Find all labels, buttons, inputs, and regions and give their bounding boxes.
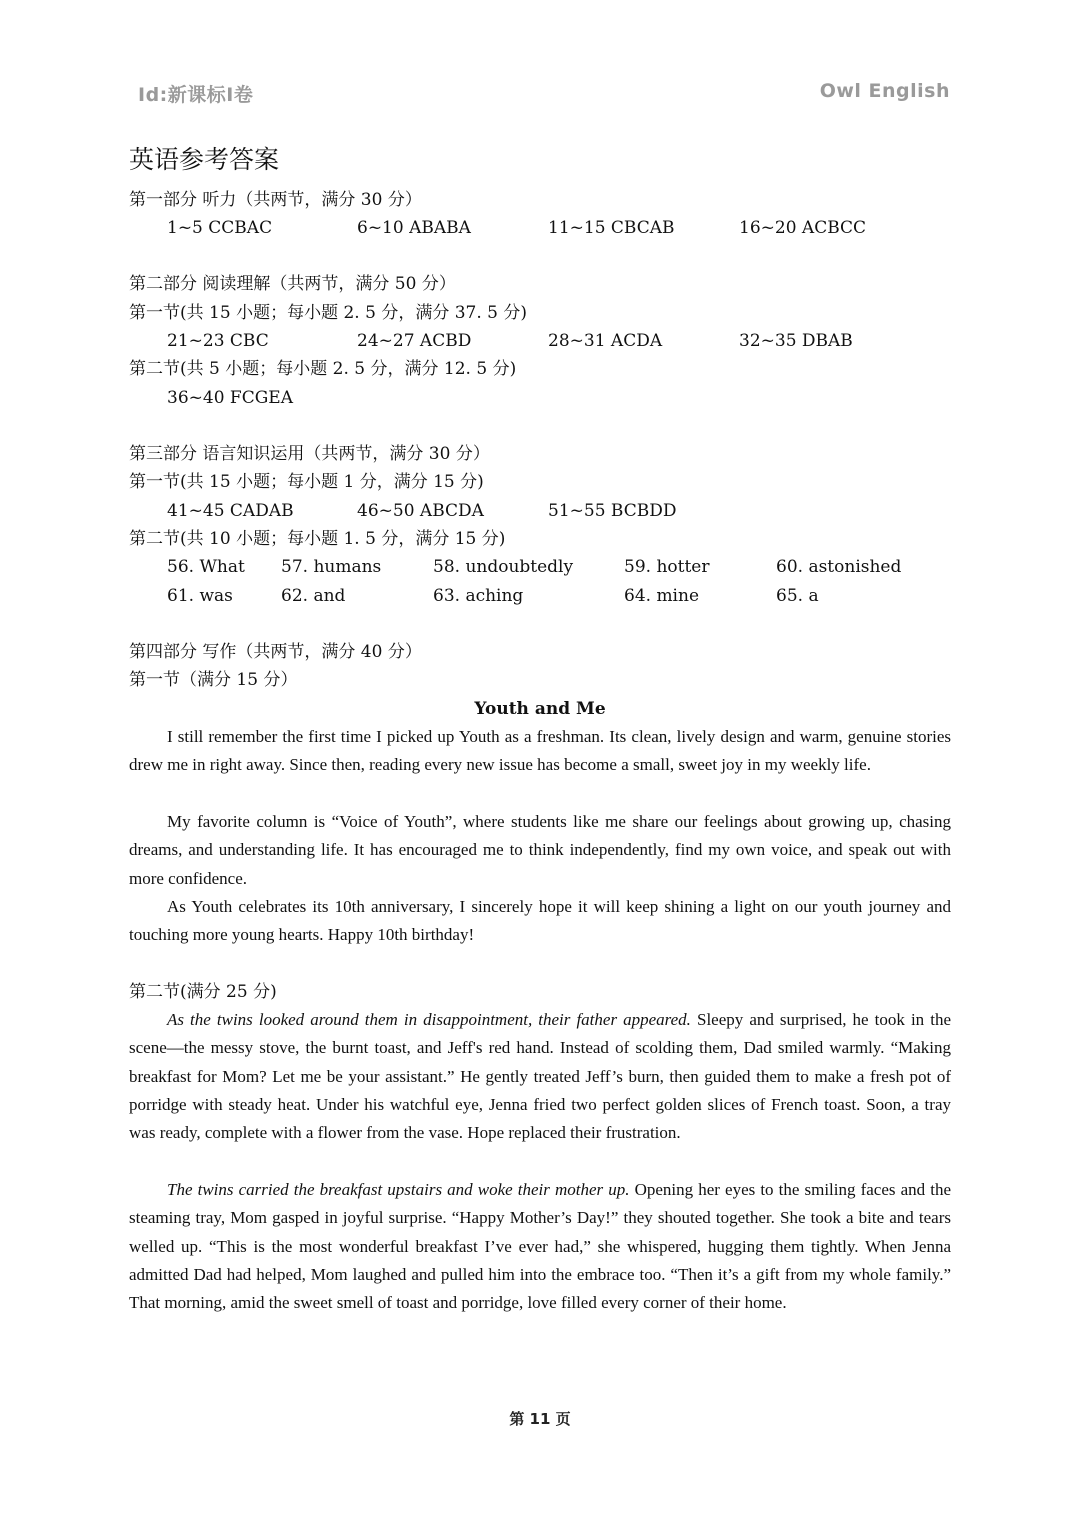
answer-group: 1~5 CCBAC <box>167 218 273 238</box>
page-number: 第 11 页 <box>509 1410 571 1428</box>
part4-section2-heading: 第二节(满分 25 分) <box>129 982 277 1002</box>
answer-item: 61. was <box>167 586 233 606</box>
header-left-label: Id:新课标I卷 <box>138 84 254 106</box>
essay-paragraph: I still remember the first time I picked up Youth as a freshman. Its clean, lively design and warm, genuine stories drew me in right away. Since then, reading every new issue has become a small, sweet joy in my weekly life. <box>129 727 951 775</box>
answer-group: 51~55 BCBDD <box>548 501 677 521</box>
part2-section2-heading: 第二节(共 5 小题；每小题 2. 5 分，满分 12. 5 分) <box>129 359 517 379</box>
part4-heading: 第四部分 写作（共两节，满分 40 分） <box>129 642 422 662</box>
essay-paragraph: As Youth celebrates its 10th anniversary, I sincerely hope it will keep shining a light on our youth journey and touching more young hearts. Happy 10th birthday! <box>129 897 951 945</box>
page-title: 英语参考答案 <box>129 145 280 174</box>
answer-group: 11~15 CBCAB <box>548 218 675 238</box>
answer-item: 63. aching <box>433 586 524 606</box>
continuation-paragraph-1 <box>129 1006 951 1147</box>
paragraph-lead-sentence: The twins carried the breakfast upstairs and woke their mother up. <box>167 1180 630 1199</box>
answer-group: 46~50 ABCDA <box>357 501 484 521</box>
part1-heading: 第一部分 听力（共两节，满分 30 分） <box>129 190 422 210</box>
answer-item: 56. What <box>167 557 245 577</box>
answer-item: 60. astonished <box>776 557 902 577</box>
part3-section1-heading: 第一节(共 15 小题；每小题 1 分，满分 15 分) <box>129 472 484 492</box>
essay-title: Youth and Me <box>474 699 606 719</box>
header-right-label: Owl English <box>819 80 950 102</box>
answer-group: 21~23 CBC <box>167 331 269 351</box>
answer-group: 6~10 ABABA <box>357 218 471 238</box>
answer-group: 32~35 DBAB <box>739 331 853 351</box>
part3-heading: 第三部分 语言知识运用（共两节，满分 30 分） <box>129 444 490 464</box>
answer-item: 64. mine <box>624 586 700 606</box>
paragraph-body: Sleepy and surprised, he took in the scene—the messy stove, the burnt toast, and Jeff's red hand. Instead of scolding them, Dad smiled warmly. “Making breakfast for Mom? Let me be your assistant.” He gently treated Jeff’s burn, then guided them to make a fresh pot of porridge with steady heat. Under his watchful eye, Jenna fried two perfect golden slices of French toast. Soon, a tray was ready, complete with a flower from the vase. Hope replaced their frustration. <box>129 1010 951 1143</box>
part2-heading: 第二部分 阅读理解（共两节，满分 50 分） <box>129 274 456 294</box>
paragraph-lead-sentence: As the twins looked around them in disappointment, their father appeared. <box>167 1010 691 1029</box>
answer-group: 28~31 ACDA <box>548 331 663 351</box>
essay-paragraph: My favorite column is “Voice of Youth”, where students like me share our feelings about growing up, chasing dreams, and understanding life. It has encouraged me to think independently, find my own voice, and speak out with more confidence. <box>129 812 951 888</box>
continuation-paragraph-2 <box>129 1176 951 1317</box>
part4-section1-heading: 第一节（满分 15 分） <box>129 670 298 690</box>
answer-item: 59. hotter <box>624 557 710 577</box>
answer-group: 41~45 CADAB <box>167 501 294 521</box>
answer-item: 58. undoubtedly <box>433 557 574 577</box>
answer-group: 16~20 ACBCC <box>739 218 867 238</box>
part2-section1-heading: 第一节(共 15 小题；每小题 2. 5 分，满分 37. 5 分) <box>129 303 528 323</box>
answer-item: 65. a <box>776 586 819 606</box>
paragraph-body: Opening her eyes to the smiling faces and the steaming tray, Mom gasped in joyful surprise. “Happy Mother’s Day!” they shouted together. She took a bite and tears welled up. “This is the most wonderful breakfast I’ve ever had,” she whispered, hugging them tightly. When Jenna admitted Dad had helped, Mom laughed and pulled him into the embrace too. “Then it’s a gift from my whole family.” That morning, amid the sweet smell of toast and porridge, love filled every corner of their home. <box>129 1180 951 1313</box>
answer-group: 24~27 ACBD <box>357 331 472 351</box>
answer-group: 36~40 FCGEA <box>167 388 293 408</box>
answer-item: 62. and <box>281 586 346 606</box>
answer-item: 57. humans <box>281 557 382 577</box>
part3-section2-heading: 第二节(共 10 小题；每小题 1. 5 分，满分 15 分) <box>129 529 506 549</box>
